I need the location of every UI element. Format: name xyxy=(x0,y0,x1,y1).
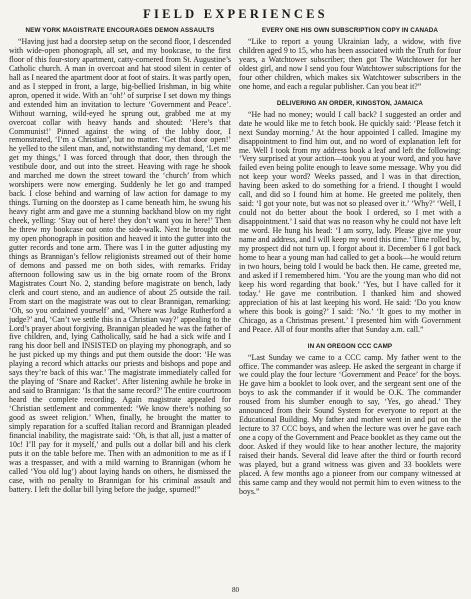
article-heading: DELIVERING AN ORDER, KINGSTON, JAMAICA xyxy=(276,99,424,107)
article-heading: EVERY ONE HIS OWN SUBSCRIPTION COPY IN CANADA xyxy=(261,27,439,34)
page-number: 80 xyxy=(232,586,239,594)
article-paragraph: “Having just had a doorstep setup on the second floor, I descended with wide-open phonograph, all set, and my bookcase, to the first floor of this four-story apartment, catty-cornered from St. Augustine’s Catholic church. A man in overcoat and hat stood silent in center of hall as I neared the apartment door at foot of stairs. It was partly open, and as I stepped in front, a large, big-bellied Irishman, in big white apron, opened it wide. With an ‘oh!’ of surprise I set down my things and extended him an invitation to lecture ‘Government and Peace’. Without warning, wild-eyed he sprung out, grabbed me at my overcoat collar with heavy hands and shouted: ‘Here’s that Communist!’ Pinned against the wing of the lobby door, I remonstrated, ‘I’m a Christian’, but no matter. ‘Get that door open!’ he yelled to the silent man, and, notwithstanding my demand, ‘Let me get my things,’ I was forced through that door, then through the vestibule door, and out into the street. Heaving with rage he shook and marched me down the street toward the ‘church’ from which worshipers were now emerging. Suddenly he let go and tramped back. I close behind and warning of law action for damage to my things. Turning on the doorstep as I came beneath him, he swung his heavy right arm and gave me a stunning backhand blow on my right cheek, yelling: ‘Stay out of here! they don’t want you in here!’ Then he threw my bookcase out onto the side-walk. Next he brought out my open phonograph in position and heaved it into the gutter into the gutter records and tone arm. There was I in the gutter adjusting my things as Brannigan’s fellow religionists streamed out of their home of demons and passed me on both sides, with remarks. Friday afternoon following saw us in the big ornate room of the Bronx Magistrates Court No. 2, standing before magistrate on bench, lady clerk and court steno, and an audience of about 25 outside the rail. From start on the magistrate was out to clear Brannigan, remarking: ‘Oh, so you ordained yourself’ and, ‘Where was Judge Rutherford a judge?’ and, ‘Can’t we settle this in a Christian way?’ appealing to the Lord’s prayer about forgiving. Brannigan pleaded he was the father of five children, and, lying Catholically, said he had a sick wife and I rang his door bell and INSISTED on playing my phonograph, and so he just picked up my things and put them outside the door: ‘He was playing a record which attacks our priests and bishops and pope and says they’re back of this war.’ The magistrate immediately called for the playing of ‘Snare and Racket’. After listening awhile he broke in and said to Brannigan: ‘Is that the same record?’ The entire courtroom heard the complete recording. Again magistrate appealed for ‘Christian settlement and commented: ‘We know there’s nothing so good as sweet religion.’ When, finally, he brought the matter to simply reparation for a scuffed Italian record and Brannigan pleaded financial inability, the magistrate said: ‘Oh, is that all, just a matter of 10c! I’ll pay for it myself,’ and pulls out a dollar bill and his clerk puts it on the table before me. Then with an admonition to me as if I was a trespasser, and with a mild warning to Brannigan (whom he called ‘You old lug’) about laying hands on others, he dismissed the case, with no penalty to Brannigan for his criminal assault and battery. I left the dollar bill lying before the judge, spurned!” xyxy=(9,37,231,494)
article-paragraph: “He had no money; would I call back? I suggested an order and date he would like me to fetch book. He quickly said: ‘Please fetch it next Sunday morning.’ At the hour appointed I called. Imagine my disappointment to find him out, and no word of explanation left for me. Well I took from my address book a leaf and left the following: ‘Very surprised at your action—took you at your word, and you have failed even being polite enough to leave some message. Why you did not keep your word? Weeks passed, and I was in that direction, having been asked to do something for a friend. I thought I would call, and did so I found him at home. He greeted me politely, then said: ‘I got your note, but was not so pleased over it.’ ‘Why?’ ‘Well, I could not do better about the book I ordered, so I met with a disappointment.’ I said that was no reason why he could not have left me word. He hung his head: ‘I am sorry, lady. Please give me your name and address, and I will keep my word this time.’ Time rolled by, my prospect did not turn up. I forgot about it. December 6 I got back home to hear a young man had called to get a book—he would return in two hours, being told I would be back then. He came, greeted me, and asked if I remembered him. ‘You are the young man who did not keep his word regarding that book.’ ‘Yes, but I have called for it today.’ He gave me contribution. I thanked him and showed appreciation of his at last keeping his word. He said: ‘Do you know where this book is going?’ I said: ‘No.’ ‘It goes to my mother in Chicago, as a Christmas present.’ I presented him with Government and Peace. All of four months after that Sunday a.m. call.” xyxy=(239,109,461,334)
article-heading: NEW YORK MAGISTRATE ENCOURAGES DEMON ASSAULTS xyxy=(25,27,215,34)
article-section xyxy=(239,343,461,497)
page xyxy=(9,6,462,594)
article-heading: IN AN OREGON CCC CAMP xyxy=(307,342,393,350)
article-paragraph: “Like to report a young Ukrainian lady, a widow, with five children aged 9 to 15, who has been associated with the Truth for four years, a Watchtower subscriber; then got The Watchtower for her oldest girl, and now I send you four Watchtower subscriptions for the four other children, which makes six Watchtower subscribers in the one home, and each a regular publisher. Can you beat it?” xyxy=(239,37,461,91)
article-paragraph: “Last Sunday we came to a CCC camp. My father went to the office. The commander was asleep. He asked the sergeant in charge if we could play the four lecture ‘Government and Peace’ for the boys. He gave him a booklet to look over, and the sergeant sent one of the boys to ask the commander if it would be O.K. The commander roused from his slumber enough to say, ‘Yes, go ahead.’ They announced from their Sound System for everyone to report at the Educational Building. My father and mother went in and put on the lecture to 37 CCC boys, and when the lecture was over he gave each one a copy of the Government and Peace booklet as they came out the door. Asked if they would like to hear another lecture, the majority raised their hands. Several did leave after the third or fourth record was played, but a grand witness was given and 33 booklets were placed. A few months ago a pioneer from our company witnessed at this same camp and they would not permit him to even witness to the boys.” xyxy=(239,352,461,496)
article-section xyxy=(239,27,461,92)
article-body xyxy=(239,354,461,497)
article-section xyxy=(239,100,461,335)
article-body xyxy=(239,38,461,92)
article-body xyxy=(9,38,231,495)
right-column xyxy=(239,26,461,505)
article-body xyxy=(239,111,461,335)
running-head: FIELD EXPERIENCES xyxy=(143,7,328,21)
columns xyxy=(9,26,462,505)
left-column xyxy=(9,26,231,505)
